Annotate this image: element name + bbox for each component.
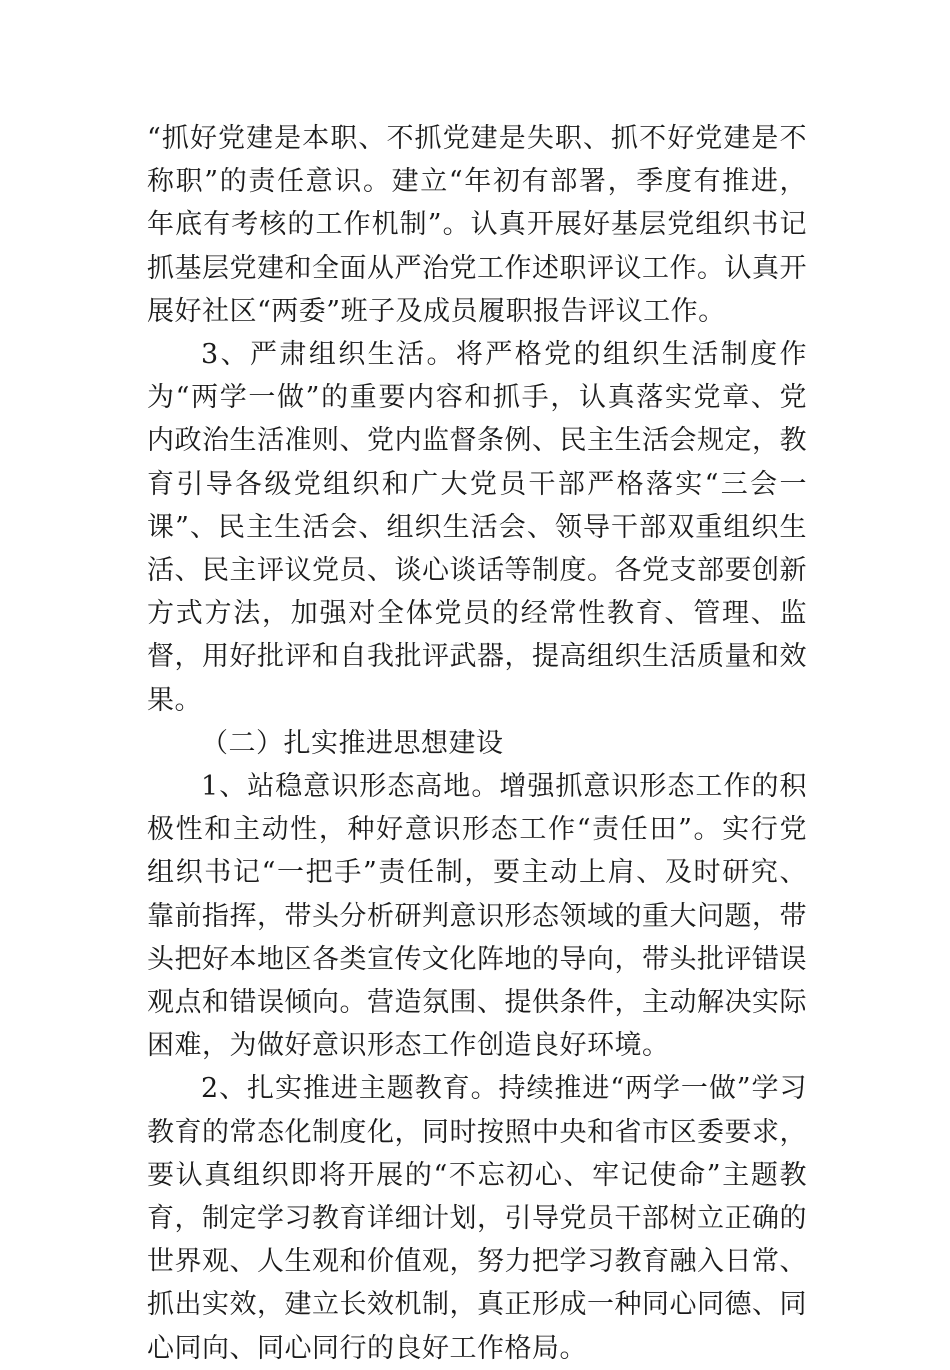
document-body <box>147 117 807 1370</box>
paragraph-responsibility-awareness: “抓好党建是本职、不抓党建是失职、抓不好党建是不称职”的责任意识。建立“年初有部署，季度有推进，年底有考核的工作机制”。认真开展好基层党组织书记抓基层党建和全面从严治党工作述职评议工作。认真开展好社区“两委”班子及成员履职报告评议工作。 <box>147 123 807 327</box>
paragraph-organizational-life: 3、严肃组织生活。将严格党的组织生活制度作为“两学一做”的重要内容和抓手，认真落实党章、党内政治生活准则、党内监督条例、民主生活会规定，教育引导各级党组织和广大党员干部严格落实“三会一课”、民主生活会、组织生活会、领导干部双重组织生活、民主评议党员、谈心谈话等制度。各党支部要创新方式方法，加强对全体党员的经常性教育、管理、监督，用好批评和自我批评武器，提高组织生活质量和效果。 <box>147 339 807 716</box>
paragraph-ideology-position: 1、站稳意识形态高地。增强抓意识形态工作的积极性和主动性，种好意识形态工作“责任田”。实行党组织书记“一把手”责任制，要主动上肩、及时研究、靠前指挥，带头分析研判意识形态领域的重大问题，带头把好本地区各类宣传文化阵地的导向，带头批评错误观点和错误倾向。营造氛围、提供条件，主动解决实际困难，为做好意识形态工作创造良好环境。 <box>147 771 807 1062</box>
section-heading-ideological-building: （二）扎实推进思想建设 <box>201 727 504 759</box>
paragraph-theme-education: 2、扎实推进主题教育。持续推进“两学一做”学习教育的常态化制度化，同时按照中央和省市区委要求，要认真组织即将开展的“不忘初心、牢记使命”主题教育，制定学习教育详细计划，引导党员干部树立正确的世界观、人生观和价值观，努力把学习教育融入日常、抓出实效，建立长效机制，真正形成一种同心同德、同心同向、同心同行的良好工作格局。 <box>147 1073 807 1364</box>
